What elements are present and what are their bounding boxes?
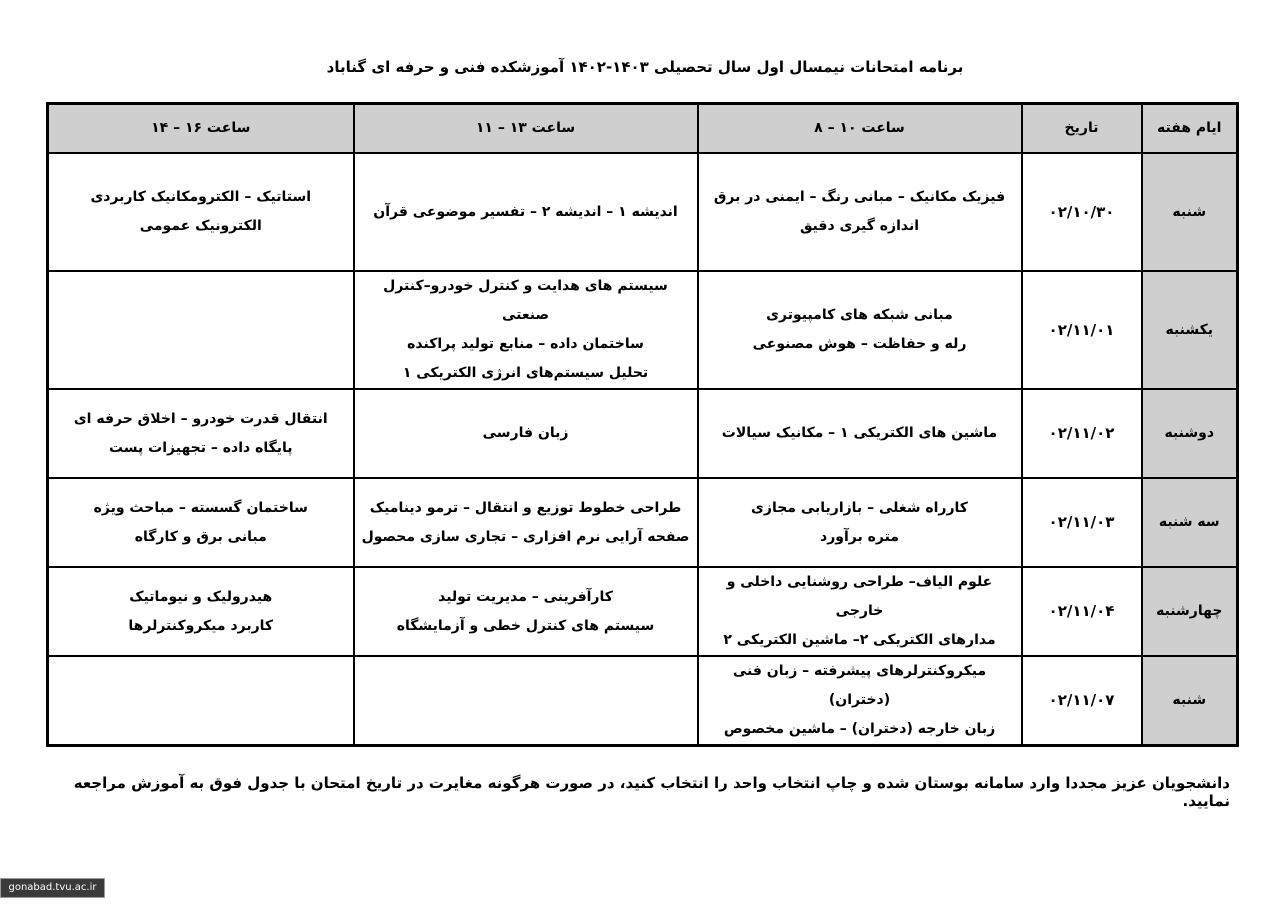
day-cell: شنبه [1142,656,1238,746]
date-cell: ۰۲/۱۱/۰۲ [1022,389,1142,478]
header-slot-2: ساعت ۱۳ – ۱۱ [354,104,698,154]
course-line: کاربرد میکروکنترلرها [128,617,274,634]
course-line: مدارهای الکتریکی ۲– ماشین الکتریکی ۲ [723,632,996,648]
course-line: مبانی برق و کارگاه [134,528,267,545]
course-line: متره برآورد [820,528,899,545]
course-line: اندیشه ۱ – اندیشه ۲ – تفسیر موضوعی قرآن [373,203,678,220]
course-line: تحلیل سیستم‌های انرژی الکتریکی ۱ [402,365,649,381]
course-line: فیزیک مکانیک – مبانی رنگ – ایمنی در برق [713,189,1006,205]
course-line: رله و حفاظت – هوش مصنوعی [752,336,967,352]
exam-cell-slot-2 [354,389,698,478]
schedule-body [48,153,1238,746]
page-title: برنامه امتحانات نیمسال اول سال تحصیلی ۱۴۰۳-۱۴۰۲ آموزشکده فنی و حرفه ای گناباد [326,58,964,76]
exam-cell-slot-3 [48,271,354,389]
exam-cell-slot-3 [48,656,354,746]
table-row [48,656,1238,746]
header-slot-1: ساعت ۱۰ – ۸ [698,104,1022,154]
course-line: طراحی خطوط توزیع و انتقال – ترمو دینامیک [369,499,682,516]
exam-cell-slot-3 [48,478,354,567]
exam-cell-slot-3 [48,153,354,271]
course-line: میکروکنترلرهای پیشرفته – زبان فنی (دختران) [732,663,987,708]
day-cell: یکشنبه [1142,271,1238,389]
table-row [48,478,1238,567]
exam-cell-slot-2 [354,153,698,271]
date-cell: ۰۲/۱۱/۰۱ [1022,271,1142,389]
table-row [48,271,1238,389]
day-cell: چهارشنبه [1142,567,1238,656]
site-watermark: gonabad.tvu.ac.ir [0,878,105,898]
course-line: انتقال قدرت خودرو – اخلاق حرفه ای [73,410,328,427]
exam-cell-slot-3 [48,389,354,478]
course-line: الکترونیک عمومی [139,218,262,234]
exam-cell-slot-1 [698,153,1022,271]
course-line: کارآفرینی – مدیریت تولید [438,588,613,605]
exam-cell-slot-1 [698,656,1022,746]
header-day: ایام هفته [1142,104,1238,154]
exam-cell-slot-1 [698,271,1022,389]
course-line: علوم الیاف– طراحی روشنایی داخلی و خارجی [726,574,993,619]
exam-cell-slot-1 [698,389,1022,478]
course-line: ساختمان گسسته – مباحث ویژه [93,499,308,516]
header-slot-3: ساعت ۱۶ – ۱۴ [48,104,354,154]
exam-cell-slot-2 [354,656,698,746]
exam-cell-slot-3 [48,567,354,656]
course-line: پایگاه داده – تجهیزات پست [108,439,293,456]
course-line: مبانی شبکه های کامپیوتری [766,307,953,323]
date-cell: ۰۲/۱۰/۳۰ [1022,153,1142,271]
course-line: ماشین های الکتریکی ۱ – مکانیک سیالات [721,425,998,441]
table-row [48,153,1238,271]
header-row [48,104,1238,154]
course-line: اندازه گیری دقیق [799,218,920,234]
course-line: صفحه آرایی نرم افزاری – تجاری سازی محصول [361,528,690,545]
course-line: زبان خارجه (دختران) – ماشین مخصوص [723,721,996,737]
footer-notice: دانشجویان عزیز مجددا وارد سامانه بوستان شده و چاپ انتخاب واحد را انتخاب کنید، در صورت هرگونه مغایرت در تاریخ امتحان با جدول فوق به آموزش مراجعه نمایید. [73,774,1230,810]
course-line: هیدرولیک و نیوماتیک [129,588,273,605]
table-row [48,567,1238,656]
day-cell: دوشنبه [1142,389,1238,478]
course-line: ساختمان داده – منابع تولید پراکنده [407,336,644,352]
course-line: سیستم های هدایت و کنترل خودرو–کنترل صنعتی [383,278,668,323]
exam-cell-slot-1 [698,567,1022,656]
header-date: تاریخ [1022,104,1142,154]
day-cell: سه شنبه [1142,478,1238,567]
day-cell: شنبه [1142,153,1238,271]
course-line: کارراه شغلی – بازاریابی مجازی [751,499,968,516]
course-line: استاتیک – الکترومکانیک کاربردی [90,189,312,205]
exam-cell-slot-2 [354,478,698,567]
table-row [48,389,1238,478]
course-line: سیستم های کنترل خطی و آزمایشگاه [396,617,655,634]
exam-cell-slot-1 [698,478,1022,567]
course-line: زبان فارسی [482,425,569,441]
exam-cell-slot-2 [354,567,698,656]
exam-cell-slot-2 [354,271,698,389]
date-cell: ۰۲/۱۱/۰۴ [1022,567,1142,656]
date-cell: ۰۲/۱۱/۰۳ [1022,478,1142,567]
exam-schedule-table [46,102,1239,747]
date-cell: ۰۲/۱۱/۰۷ [1022,656,1142,746]
